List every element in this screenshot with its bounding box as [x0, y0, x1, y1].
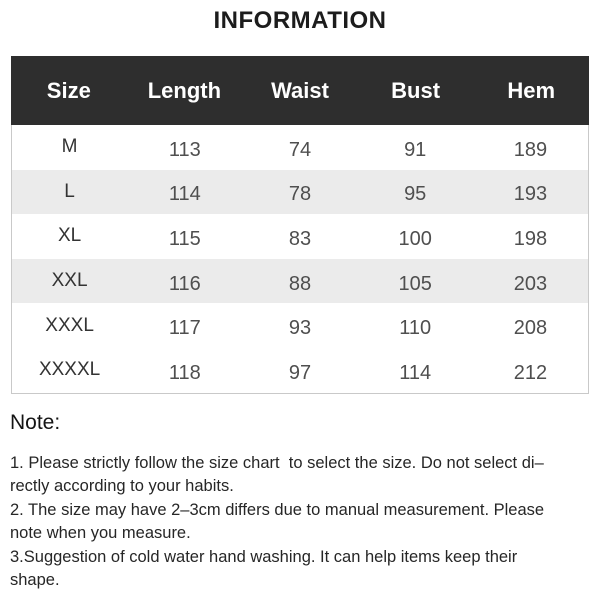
- cell-hem: 203: [513, 272, 548, 295]
- cell-bust: 100: [398, 227, 432, 250]
- note-line: 3.Suggestion of cold water hand washing. It can help items keep their: [10, 547, 518, 566]
- cell-hem: 212: [513, 361, 548, 384]
- header-cell-bust: Bust: [391, 77, 441, 103]
- table-body: [11, 125, 589, 394]
- table-row: [12, 348, 588, 393]
- cell-bust: 114: [399, 361, 432, 384]
- row-size-label: XXL: [51, 270, 88, 292]
- header-cell-size: Size: [46, 77, 91, 103]
- header-cell-length: Length: [147, 77, 222, 103]
- table-row: [12, 303, 588, 348]
- cell-hem: 208: [513, 317, 548, 340]
- row-size-label: XL: [57, 225, 82, 247]
- cell-length: 117: [168, 317, 201, 340]
- note-line: 1. Please strictly follow the size chart to select the size. Do not select di–: [10, 453, 544, 472]
- note-line: note when you measure.: [10, 524, 191, 543]
- table-row: [12, 170, 588, 215]
- cell-waist: 74: [288, 138, 312, 161]
- note-line: 2. The size may have 2–3cm differs due to manual measurement. Please: [10, 500, 545, 519]
- header-cell-waist: Waist: [271, 77, 329, 103]
- page-title: INFORMATION: [213, 7, 387, 34]
- table-row: [12, 259, 588, 304]
- table-row: [12, 125, 588, 170]
- cell-bust: 91: [404, 138, 427, 161]
- cell-length: 114: [168, 183, 201, 206]
- cell-hem: 193: [513, 183, 548, 206]
- row-size-label: L: [64, 180, 75, 202]
- note-line: shape.: [10, 571, 60, 590]
- row-size-label: XXXXL: [38, 359, 101, 381]
- cell-length: 118: [168, 361, 201, 384]
- cell-waist: 78: [288, 183, 312, 206]
- cell-bust: 110: [399, 317, 432, 340]
- row-size-label: M: [61, 136, 78, 158]
- cell-length: 115: [168, 227, 201, 250]
- cell-bust: 95: [404, 183, 427, 206]
- cell-waist: 93: [288, 317, 312, 340]
- cell-hem: 189: [513, 138, 548, 161]
- size-table: [11, 56, 589, 394]
- cell-length: 113: [168, 138, 201, 161]
- cell-waist: 97: [288, 361, 312, 384]
- notes-heading: Note:: [10, 410, 61, 434]
- notes-section: [10, 411, 590, 593]
- cell-waist: 83: [288, 227, 312, 250]
- row-size-label: XXXL: [45, 314, 94, 336]
- note-line: rectly according to your habits.: [10, 477, 234, 496]
- cell-hem: 198: [513, 227, 548, 250]
- header-cell-hem: Hem: [507, 77, 556, 103]
- table-header-row: [11, 56, 589, 125]
- cell-waist: 88: [288, 272, 312, 295]
- cell-bust: 105: [398, 272, 432, 295]
- table-row: [12, 214, 588, 259]
- cell-length: 116: [168, 272, 201, 295]
